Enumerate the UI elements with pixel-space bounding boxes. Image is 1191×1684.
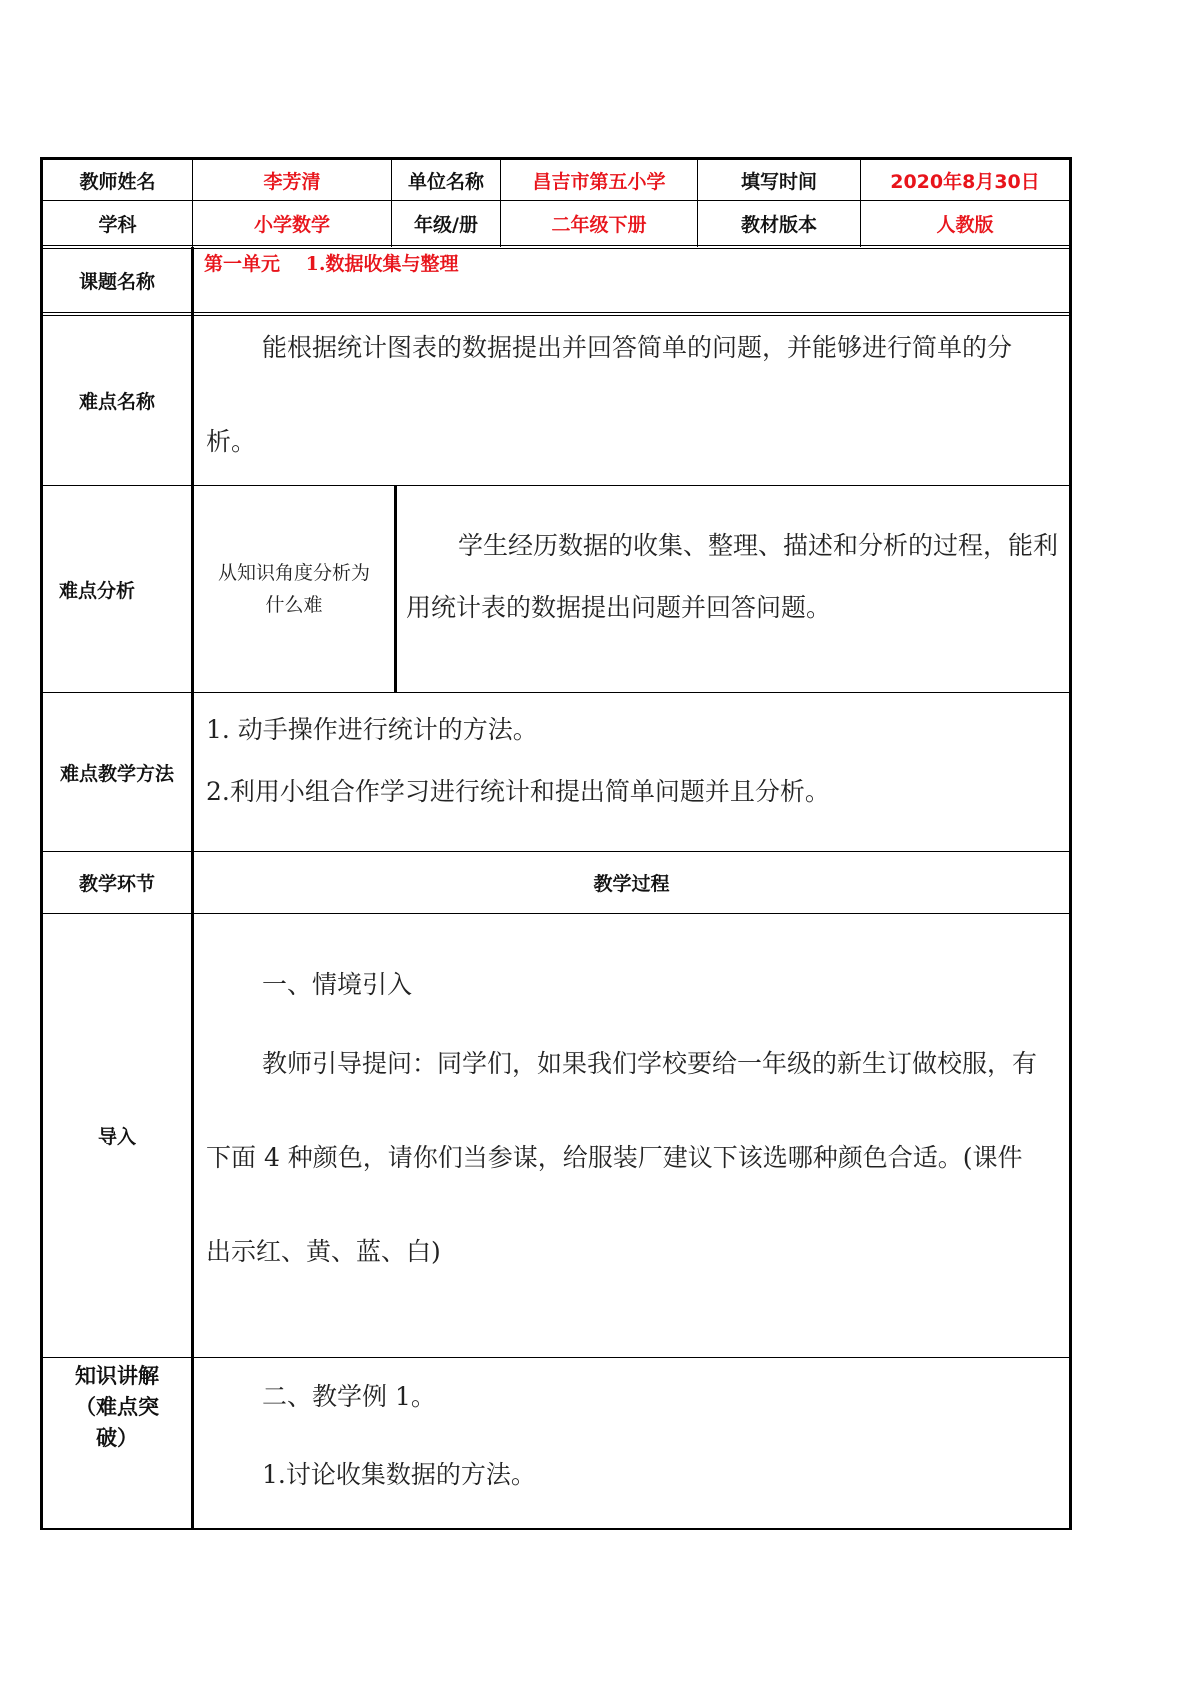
row-divider <box>40 245 1072 246</box>
method-label: 难点教学方法 <box>59 762 174 785</box>
subject-label: 学科 <box>98 213 137 236</box>
knowledge-text-line: 二、教学例 1。 <box>262 1382 436 1411</box>
textbook-version-label: 教材版本 <box>740 213 817 236</box>
analysis-sublabel <box>194 486 394 692</box>
grade-label: 年级/册 <box>414 213 478 236</box>
difficulty-label: 难点名称 <box>78 391 155 413</box>
topic-label: 课题名称 <box>78 271 155 293</box>
knowledge-label-line: 知识讲解 <box>75 1364 159 1388</box>
knowledge-label-line: 破） <box>96 1426 138 1450</box>
difficulty-text-line: 析。 <box>206 427 257 456</box>
row-divider <box>40 312 1072 313</box>
teaching-step-header: 教学环节 <box>78 873 155 895</box>
analysis-text-line: 用统计表的数据提出问题并回答问题。 <box>406 593 832 622</box>
topic-value: 第一单元 1.数据收集与整理 <box>204 253 459 275</box>
grade-value: 二年级下册 <box>551 213 647 236</box>
intro-text-line: 下面 4 种颜色，请你们当参谋，给服装厂建议下该选哪种颜色合适。(课件 <box>206 1143 1023 1172</box>
row-divider <box>40 692 1072 693</box>
method-text-line: 1. 动手操作进行统计的方法。 <box>206 715 538 744</box>
unit-name-value: 昌吉市第五小学 <box>532 170 666 193</box>
unit-name-label: 单位名称 <box>407 170 484 193</box>
knowledge-label-line: （难点突 <box>75 1395 159 1419</box>
analysis-sublabel-line: 什么难 <box>265 594 323 616</box>
analysis-sublabel-line: 从知识角度分析为 <box>217 562 370 584</box>
row-divider <box>40 913 1072 914</box>
teacher-name-value: 李芳清 <box>263 170 321 193</box>
analysis-label: 难点分析 <box>58 579 135 602</box>
knowledge-label <box>43 1361 191 1454</box>
intro-text-line: 教师引导提问：同学们，如果我们学校要给一年级的新生订做校服，有 <box>262 1049 1038 1078</box>
knowledge-text-line: 1.讨论收集数据的方法。 <box>262 1460 536 1489</box>
table-bottom-border <box>40 1528 1072 1530</box>
table-right-border <box>1069 157 1072 1530</box>
teacher-name-label: 教师姓名 <box>79 170 156 193</box>
textbook-version-value: 人教版 <box>936 213 994 236</box>
teaching-process-header: 教学过程 <box>593 873 670 895</box>
intro-text-line: 出示红、黄、蓝、白) <box>206 1237 441 1266</box>
intro-text-line: 一、情境引入 <box>262 970 413 999</box>
method-text-line: 2.利用小组合作学习进行统计和提出简单问题并且分析。 <box>206 777 830 806</box>
analysis-text-line: 学生经历数据的收集、整理、描述和分析的过程，能利 <box>458 531 1059 560</box>
row-divider <box>40 248 1072 249</box>
col-divider <box>394 485 397 692</box>
fill-date-value: 2020年8月30日 <box>890 170 1040 193</box>
subject-value: 小学数学 <box>253 213 330 236</box>
row-divider <box>40 315 1072 316</box>
row-divider <box>40 1357 1072 1358</box>
fill-date-label: 填写时间 <box>740 170 817 193</box>
intro-label: 导入 <box>97 1126 136 1148</box>
difficulty-text-line: 能根据统计图表的数据提出并回答简单的问题，并能够进行简单的分 <box>262 333 1013 362</box>
